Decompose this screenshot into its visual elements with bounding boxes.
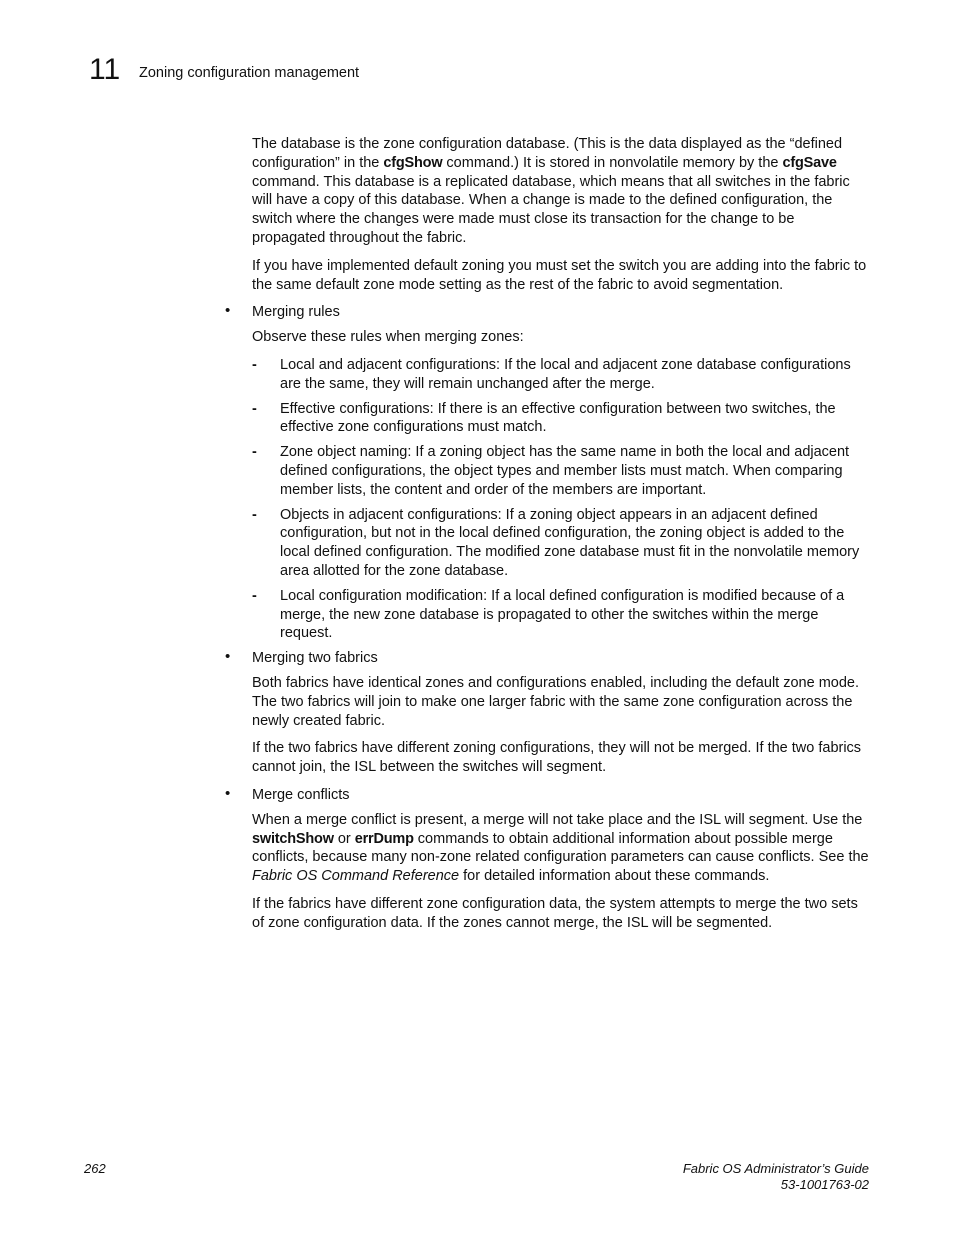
paragraph-default-zoning: If you have implemented default zoning you must set the switch you are adding into the fabric to the same default zone mode setting as the rest of the fabric to avoid segmentation.	[252, 257, 867, 293]
bullet-merge-conflicts	[225, 784, 870, 805]
merging-rules-list	[252, 356, 870, 643]
paragraph-different-fabrics: If the two fabrics have different zoning configurations, they will not be merged. If the two fabrics cannot join, the ISL between the switches will segment.	[252, 740, 862, 776]
text: When a merge conflict is present, a merge will not take place and the ISL will segment. Use the	[252, 811, 863, 828]
bullet-merging-rules	[225, 302, 870, 322]
text: The database is the zone configuration database. (This is the data displayed as the “defined configuration” in the	[252, 136, 843, 171]
text: or	[333, 830, 355, 847]
bullet-merging-two-fabrics	[225, 648, 870, 668]
paragraph-identical-fabrics: Both fabrics have identical zones and configurations enabled, including the default zone mode. The two fabrics will join to make one larger fabric with the same zone configuration across the newly created fabric.	[252, 674, 859, 729]
text: command. This database is a replicated database, which means that all switches in the fabric will have a copy of this database. When a change is made to the defined configuration, the switch where the changes were made must close its transaction for the change to be propagated throughout the fabric.	[252, 173, 850, 246]
paragraph-merge-conflict	[252, 811, 870, 886]
dash-icon: -	[252, 444, 257, 461]
dash-icon: -	[252, 400, 257, 417]
text: for detailed information about these commands.	[459, 868, 770, 885]
list-item-text: Effective configurations: If there is an effective configuration between two switches, the effective zone configurations must match.	[280, 400, 836, 436]
document-number: 53-1001763-02	[780, 1177, 869, 1192]
text: commands to obtain additional information about possible merge conflicts, because many non-zone related configuration parameters can cause conflicts. See the	[252, 830, 869, 866]
reference-title: Fabric OS Command Reference	[252, 868, 460, 885]
paragraph-different-zone-data: If the fabrics have different zone configuration data, the system attempts to merge the two sets of zone configuration data. If the zones cannot merge, the ISL will be segmented.	[252, 895, 858, 931]
list-item	[252, 506, 870, 581]
main-content	[225, 135, 870, 941]
list-item	[252, 400, 870, 438]
chapter-title: Zoning configuration management	[139, 65, 360, 81]
list-item-text: Zone object naming: If a zoning object has the same name in both the local and adjacent defined configurations, the object types and member lists must match. When comparing member lists, the content and order of the members are important.	[280, 444, 850, 498]
list-item	[252, 587, 870, 643]
dash-icon: -	[252, 506, 257, 523]
dash-icon: -	[252, 356, 257, 373]
list-item-text: Local and adjacent configurations: If the local and adjacent zone database configurations are the same, they will remain unchanged after the merge.	[280, 356, 851, 392]
bullet-title: Merge conflicts	[252, 786, 350, 803]
list-item	[252, 443, 870, 499]
page-number: 262	[84, 1161, 106, 1176]
list-item	[252, 356, 870, 394]
command-cfgsave: cfgSave	[782, 154, 837, 171]
bullet-icon: •	[225, 302, 231, 320]
paragraph-merging-rules-intro: Observe these rules when merging zones:	[252, 329, 524, 346]
text: command.) It is stored in nonvolatile memory by the	[442, 154, 783, 171]
dash-icon: -	[252, 587, 257, 604]
paragraph-zone-database	[252, 135, 870, 248]
bullet-icon: •	[225, 784, 231, 802]
bullet-title: Merging two fabrics	[252, 650, 378, 667]
command-switchshow: switchShow	[252, 830, 334, 847]
command-errdump: errDump	[354, 830, 414, 847]
command-cfgshow: cfgShow	[383, 154, 443, 171]
bullet-icon: •	[225, 648, 231, 666]
guide-title: Fabric OS Administrator’s Guide	[682, 1161, 869, 1176]
bullet-title: Merging rules	[252, 304, 340, 321]
page-footer	[683, 1161, 869, 1193]
list-item-text: Local configuration modification: If a local defined configuration is modified because of a merge, the new zone database is propagated to other the switches within the merge request.	[280, 587, 845, 642]
list-item-text: Objects in adjacent configurations: If a zoning object appears in an adjacent defined configuration, but not in the local defined configuration, the zoning object is added to the local defined configuration. The modified zone database must fit in the nonvolatile memory area allotted for the zone database.	[280, 506, 860, 579]
chapter-number: 11	[89, 53, 121, 86]
